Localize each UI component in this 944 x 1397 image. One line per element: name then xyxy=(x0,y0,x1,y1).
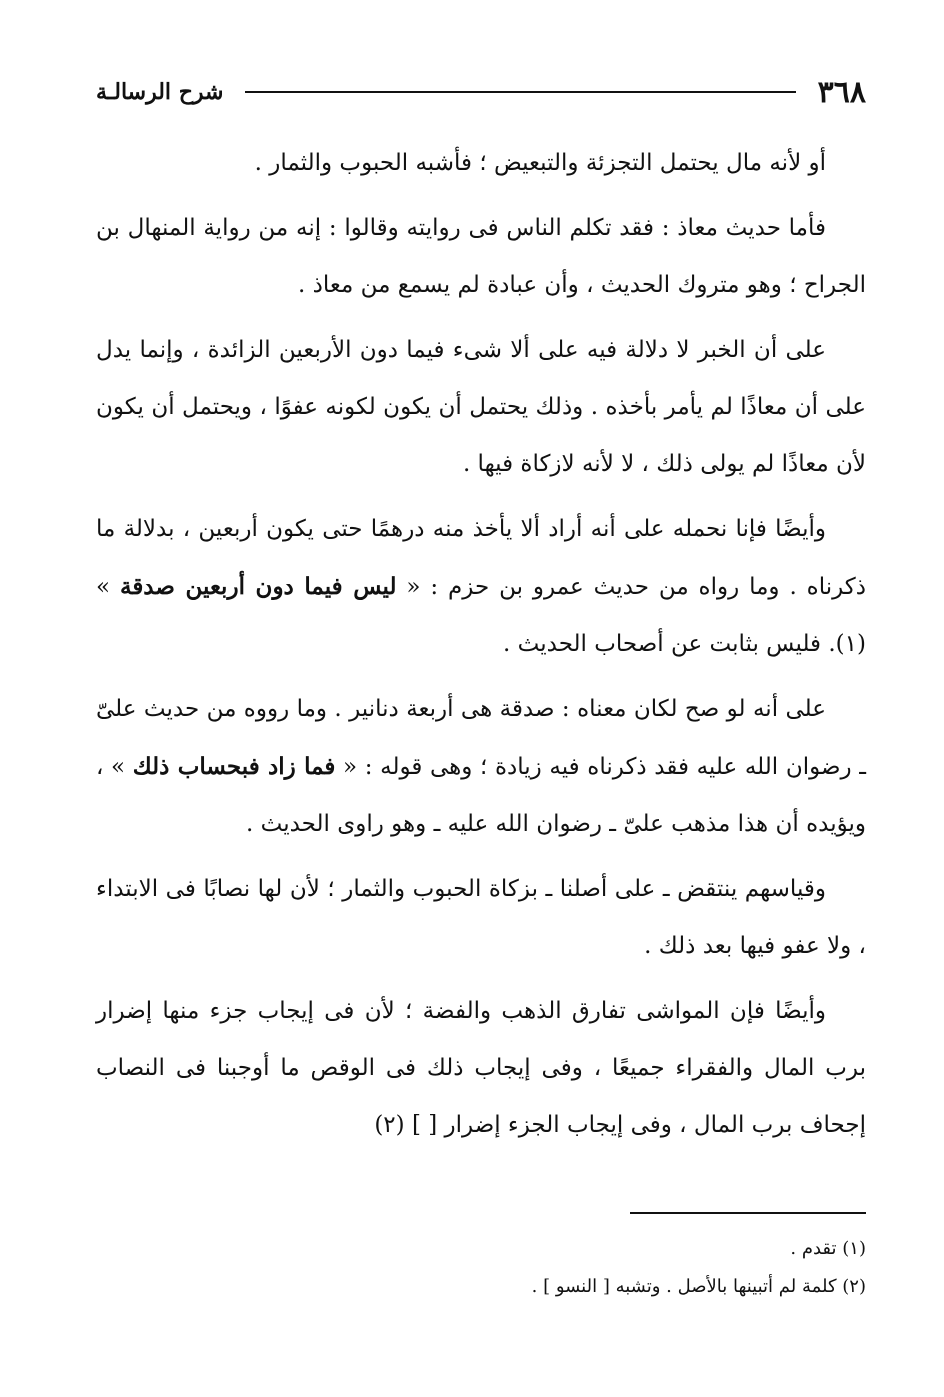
paragraph-3 xyxy=(96,322,866,493)
footnotes xyxy=(96,1230,866,1306)
paragraph-text: » (١). فليس بثابت عن أصحاب الحديث . xyxy=(96,574,866,657)
paragraph-text: » ، ويؤيده أن هذا مذهب علىّ ـ رضوان الله عليه ـ وهو راوى الحديث . xyxy=(96,754,866,837)
footnote-2: (٢) كلمة لم أتبينها بالأصل . وتشبه [ النسو ] . xyxy=(531,1276,866,1297)
footnote-1: (١) تقدم . xyxy=(790,1238,866,1259)
paragraph-6 xyxy=(96,861,866,975)
running-title: شرح الرسالـة xyxy=(96,79,224,105)
page-header xyxy=(96,70,866,114)
footnote-separator xyxy=(630,1212,866,1214)
paragraph-2 xyxy=(96,200,866,314)
main-text xyxy=(96,135,866,1162)
hadith-quote: فما زاد فبحساب ذلك xyxy=(132,753,336,780)
page-number: ٣٦٨ xyxy=(817,74,866,110)
paragraph-1 xyxy=(96,135,866,192)
paragraph-text: أو لأنه مال يحتمل التجزئة والتبعيض ؛ فأشبه الحبوب والثمار . xyxy=(254,150,826,176)
paragraph-4 xyxy=(96,501,866,673)
paragraph-text: على أنه لو صح لكان معناه : صدقة هى أربعة دنانير . وما رووه من حديث علىّ ـ رضوان الله عليه فقد ذكرناه فيه زيادة ؛ وهى قوله : « xyxy=(96,696,866,780)
paragraph-text: وأيضًا فإنا نحمله على أنه أراد ألا يأخذ منه درهمًا حتى يكون أربعين ، بدلالة ما ذكرناه . وما رواه من حديث عمرو بن حزم : « xyxy=(96,516,867,600)
paragraph-text: وقياسهم ينتقض ـ على أصلنا ـ بزكاة الحبوب والثمار ؛ لأن لها نصابًا فى الابتداء ، ولا عفو فيها بعد ذلك . xyxy=(96,876,866,959)
paragraph-text: على أن الخبر لا دلالة فيه على ألا شىء فيما دون الأربعين الزائدة ، وإنما يدل على أن معاذًا لم يأمر بأخذه . وذلك يحتمل أن يكون لكونه عفوًا ، ويحتمل أن يكون لأن معاذًا لم يولى ذلك ، لا لأنه لازكاة فيها . xyxy=(96,337,866,477)
paragraph-5 xyxy=(96,681,866,853)
paragraph-text: وأيضًا فإن المواشى تفارق الذهب والفضة ؛ لأن فى إيجاب جزء منها إضرار برب المال والفقراء جميعًا ، وفى إيجاب ذلك فى الوقص ما أوجبنا فى النصاب إجحاف برب المال ، وفى إيجاب الجزء إضرار [ ] (٢) xyxy=(96,998,866,1138)
paragraph-7 xyxy=(96,983,866,1154)
header-rule xyxy=(245,91,795,93)
hadith-quote: ليس فيما دون أربعين صدقة xyxy=(119,573,397,600)
paragraph-text: فأما حديث معاذ : فقد تكلم الناس فى روايته وقالوا : إنه من رواية المنهال بن الجراح ؛ وهو متروك الحديث ، وأن عبادة لم يسمع من معاذ . xyxy=(96,215,866,298)
